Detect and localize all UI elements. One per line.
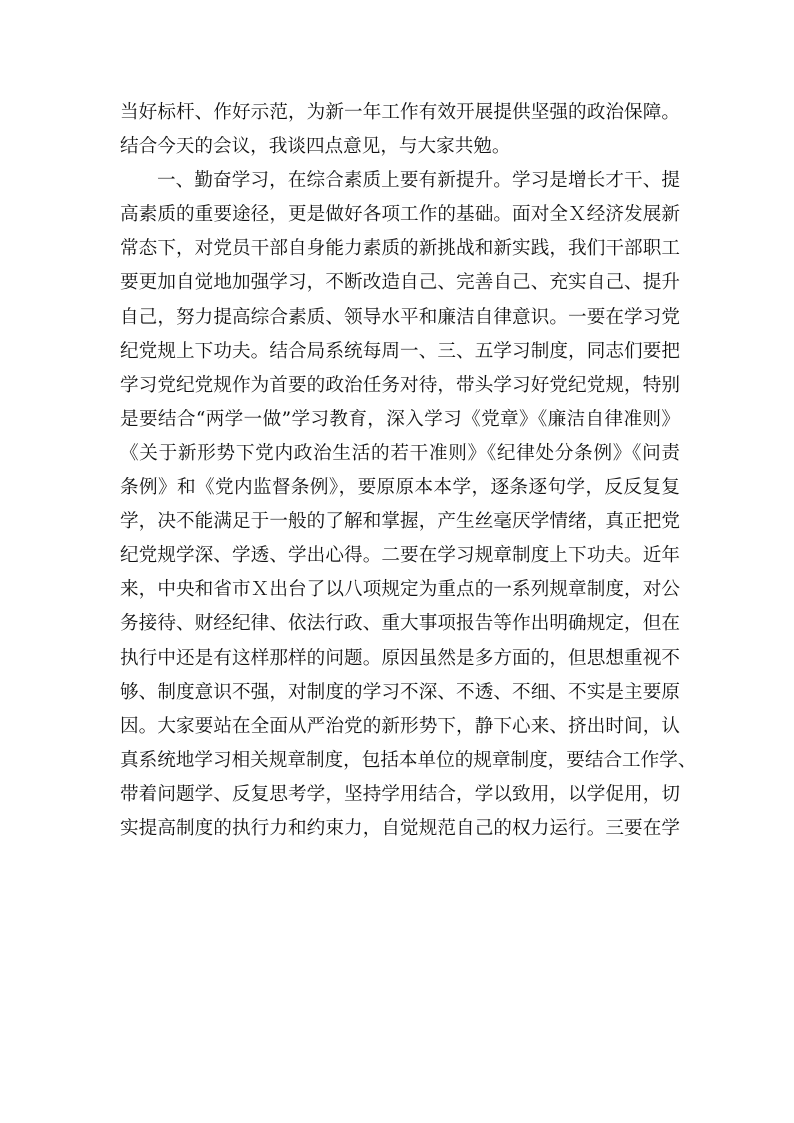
section-heading-line: 一、勤奋学习，在综合素质上要有新提升。学习是增长才干、提 bbox=[157, 170, 680, 192]
text-line: 是要结合“两学一做”学习教育，深入学习《党章》《廉洁自律准则》 bbox=[120, 408, 680, 430]
text-line: 带着问题学、反复思考学，坚持学用结合，学以致用，以学促用，切 bbox=[120, 783, 680, 805]
text-line: 条例》和《党内监督条例》，要原原本本学，逐条逐句学，反反复复 bbox=[120, 477, 680, 499]
text-line: 学，决不能满足于一般的了解和掌握，产生丝毫厌学情绪，真正把党 bbox=[120, 511, 680, 533]
text-line: 实提高制度的执行力和约束力，自觉规范自己的权力运行。三要在学 bbox=[120, 817, 680, 839]
text-line: 真系统地学习相关规章制度，包括本单位的规章制度，要结合工作学、 bbox=[120, 749, 697, 771]
body-text bbox=[120, 96, 697, 846]
text-line: 够、制度意识不强，对制度的学习不深、不透、不细、不实是主要原 bbox=[120, 681, 680, 703]
text-line: 因。大家要站在全面从严治党的新形势下，静下心来、挤出时间，认 bbox=[120, 715, 680, 737]
text-line: 务接待、财经纪律、依法行政、重大事项报告等作出明确规定，但在 bbox=[120, 613, 680, 635]
text-line: 学习党纪党规作为首要的政治任务对待，带头学习好党纪党规，特别 bbox=[120, 374, 680, 396]
text-line: 纪党规上下功夫。结合局系统每周一、三、五学习制度，同志们要把 bbox=[120, 340, 680, 362]
text-line: 结合今天的会议，我谈四点意见，与大家共勉。 bbox=[120, 136, 511, 158]
text-line: 自己，努力提高综合素质、领导水平和廉洁自律意识。一要在学习党 bbox=[120, 306, 680, 328]
text-line: 高素质的重要途径，更是做好各项工作的基础。面对全Ｘ经济发展新 bbox=[120, 204, 680, 226]
text-line: 当好标杆、作好示范，为新一年工作有效开展提供坚强的政治保障。 bbox=[120, 102, 680, 123]
text-line: 来，中央和省市Ｘ出台了以八项规定为重点的一系列规章制度，对公 bbox=[120, 579, 680, 601]
text-line: 《关于新形势下党内政治生活的若干准则》《纪律处分条例》《问责 bbox=[120, 442, 680, 464]
text-line: 常态下，对党员干部自身能力素质的新挑战和新实践，我们干部职工 bbox=[120, 238, 680, 260]
text-line: 纪党规学深、学透、学出心得。二要在学习规章制度上下功夫。近年 bbox=[120, 545, 680, 567]
text-line: 要更加自觉地加强学习，不断改造自己、完善自己、充实自己、提升 bbox=[120, 272, 680, 294]
text-line: 执行中还是有这样那样的问题。原因虽然是多方面的，但思想重视不 bbox=[120, 647, 680, 669]
